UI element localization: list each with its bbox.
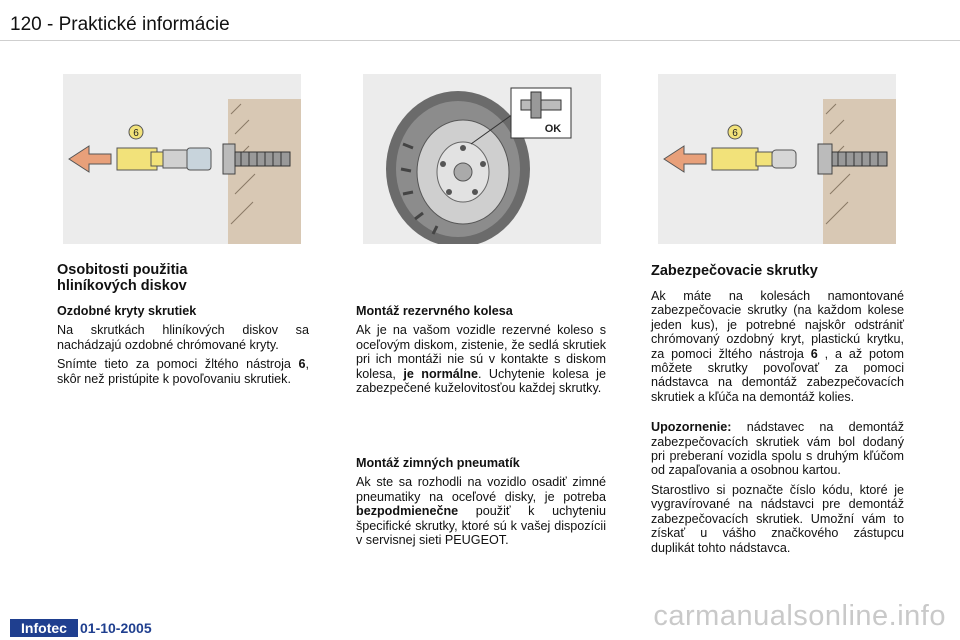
label-6-left: 6 — [133, 128, 139, 139]
page-number: 120 — [10, 14, 42, 35]
illustration-security-bolt — [658, 74, 896, 244]
watermark: carmanualsonline.info — [653, 600, 946, 632]
center-column-lower — [356, 456, 606, 552]
ok-label: OK — [544, 123, 562, 135]
remove-caps-paragraph: Snímte tieto za pomoci žltého nástroja 6, skôr než pristúpite k povoľovaniu skrutiek. — [57, 357, 309, 386]
left-column — [57, 262, 309, 391]
caps-subtitle: Ozdobné kryty skrutiek — [57, 304, 197, 318]
illustration-wheel — [363, 74, 601, 244]
cap-removal-drawing — [63, 74, 301, 244]
page-header — [10, 14, 230, 36]
winter-tyres-paragraph: Ak ste sa rozhodli na vozidlo osadiť zimné pneumatiky na oceľové disky, je potreba bezpodmienečne použiť k uchyteniu špecifické skrutky, ktoré sú k vašej dispozícii v servisnej sieti PEUGEOT. — [356, 475, 606, 548]
winter-tyres-title: Montáž zimných pneumatík — [356, 456, 520, 470]
aluminum-title-line1: Osobitosti použitia — [57, 262, 188, 278]
header-separator: - — [46, 14, 54, 35]
label-6-right: 6 — [732, 128, 738, 139]
footer-date: 01-10-2005 — [80, 620, 152, 636]
section-title: Praktické informácie — [58, 14, 230, 35]
spare-wheel-title: Montáž rezervného kolesa — [356, 304, 513, 318]
code-paragraph: Starostlivo si poznačte číslo kódu, ktoré je vygravírované na nádstavci pre demontáž zabezpečovacích skrutiek. Umožní vám to získať u vášho značkového zástupcu duplikát tohto nádstavca. — [651, 482, 904, 555]
security-bolt-drawing — [658, 74, 896, 244]
aluminum-title-line2: hliníkových diskov — [57, 278, 187, 294]
wheel-drawing — [363, 74, 601, 244]
center-column — [356, 304, 606, 400]
spare-wheel-paragraph: Ak je na vašom vozidle rezervné koleso s oceľovým diskom, zistenie, že sedlá skrutiek pri ich montáži nie sú v kontakte s diskom kolesa, je normálne. Uchytenie kolesa je zabezpečené kuželovitosťou každej skrutky. — [356, 323, 606, 396]
right-column — [651, 263, 904, 560]
aluminum-title — [57, 262, 309, 294]
warning-paragraph: Upozornenie: nádstavec na demontáž zabezpečovacích skrutiek vám bol dodaný pri preberaní vozidla spolu s druhým kľúčom od zapaľovania a osobnou kartou. — [651, 420, 904, 478]
security-bolts-paragraph: Ak máte na kolesách namontované zabezpečovacie skrutky (na každom kolese jeden kus), je potrebné najskôr odstrániť chrómovaný ozdobný kryt, plastickú krytku, za pomoci žltého nástroja 6 , a až potom môžete skrutky povoľovať za pomoci nádstavca na demontáž zabezpečovacích skrutiek a kľúča na demontáž kolies. — [651, 289, 904, 404]
security-bolts-title: Zabezpečovacie skrutky — [651, 263, 818, 279]
illustration-cap-removal — [63, 74, 301, 244]
header-divider — [0, 40, 960, 41]
infotec-logo: Infotec — [10, 619, 78, 637]
caps-paragraph: Na skrutkách hliníkových diskov sa nachádzajú ozdobné chrómované kryty. — [57, 323, 309, 352]
